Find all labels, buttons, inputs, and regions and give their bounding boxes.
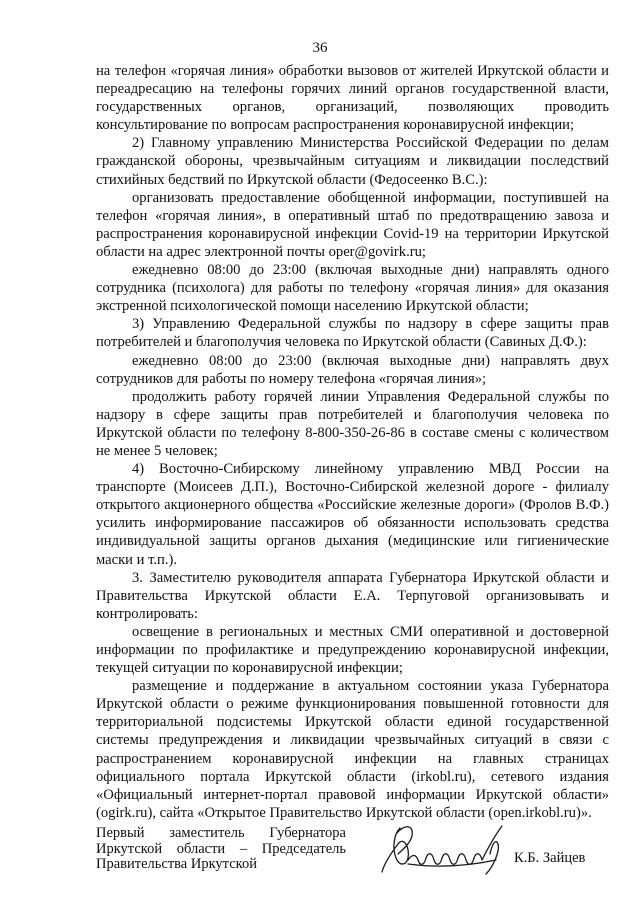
paragraph-rospotrebnadzor-staff: ежедневно 08:00 до 23:00 (включая выходные дни) направлять двух сотрудников для работы по номеру телефона «горячая линия»; (96, 352, 609, 387)
signatory-name: К.Б. Зайцев (514, 850, 586, 866)
paragraph-deputy-directive: 3. Заместителю руководителя аппарата Губернатора Иркутской области и Правительства Иркутской области Е.А. Терпуговой организовывать и контролировать: (96, 569, 609, 622)
signatory-title-line-1: Первый заместитель Губернатора (96, 825, 346, 841)
signature-block (96, 826, 616, 886)
paragraph-transport-police: 4) Восточно-Сибирскому линейному управлению МВД России на транспорте (Моисеев Д.П.), Восточно-Сибирской железной дороге - филиалу открытого акционерного общества «Российские железные дороги» (Фролов В.Ф.) усилить информирование пассажиров об обязанности использовать средства индивидуальной защиты органов дыхания (медицинские или гигиенические маски и т.п.). (96, 461, 609, 568)
document-body (96, 62, 609, 822)
paragraph-website-publication: размещение и поддержание в актуальном состоянии указа Губернатора Иркутской области о режиме функционирования повышенной готовности для территориальной подсистемы Иркутской области единой государственной системы предупреждения и ликвидации чрезвычайных ситуаций в связи с распространением коронавирусной инфекции на главных страницах официального портала Иркутской области (irkobl.ru), сетевого издания «Официальный интернет-портал правовой информации Иркутской области» (ogirk.ru), сайта «Открытое Правительство Иркутской области (open.irkobl.ru)». (96, 678, 609, 821)
signatory-title-line-3: Правительства Иркутской (96, 856, 257, 872)
paragraph-rospotrebnadzor-directive: 3) Управлению Федеральной службы по надзору в сфере защиты прав потребителей и благополучия человека по Иркутской области (Савиных Д.Ф.): (96, 316, 609, 351)
paragraph-rospotrebnadzor-hotline: продолжить работу горячей линии Управления Федеральной службы по надзору в сфере защиты прав потребителей и благополучия человека по Иркутской области по телефону 8-800-350-26-86 в составе смены с количеством не менее 5 человек; (96, 388, 609, 459)
page-number: 36 (312, 40, 328, 56)
paragraph-mchs-directive: 2) Главному управлению Министерства Российской Федерации по делам гражданской обороны, чрезвычайным ситуациям и ликвидации последствий стихийных бедствий по Иркутской области (Федосеенко В.С.): (96, 135, 609, 188)
signatory-title-line-2: Иркутской области – Председатель (96, 840, 346, 857)
handwritten-signature (378, 814, 518, 884)
paragraph-mchs-info: организовать предоставление обобщенной информации, поступившей на телефон «горячая линия», в оперативный штаб по предотвращению завоза и распространения коронавирусной инфекции Covid-19 на территории Иркутской области на адрес электронной почты oper@govirk.ru; (96, 189, 609, 260)
signatory-title (96, 826, 346, 873)
paragraph-hotline-forwarding: на телефон «горячая линия» обработки вызовов от жителей Иркутской области и переадресацию на телефоны горячих линий органов государственной власти, государственных органов, организаций, позволяющих проводить консультирование по вопросам распространения коронавирусной инфекции; (96, 63, 609, 134)
paragraph-media-coverage: освещение в региональных и местных СМИ оперативной и достоверной информации по профилактике и предупреждению коронавирусной инфекции, текущей ситуации по коронавирусной инфекции; (96, 623, 609, 677)
paragraph-mchs-psychologist: ежедневно 08:00 до 23:00 (включая выходные дни) направлять одного сотрудника (психолога) для работы по телефону «горячая линия» для оказания экстренной психологической помощи населению Иркутской области; (96, 262, 609, 315)
